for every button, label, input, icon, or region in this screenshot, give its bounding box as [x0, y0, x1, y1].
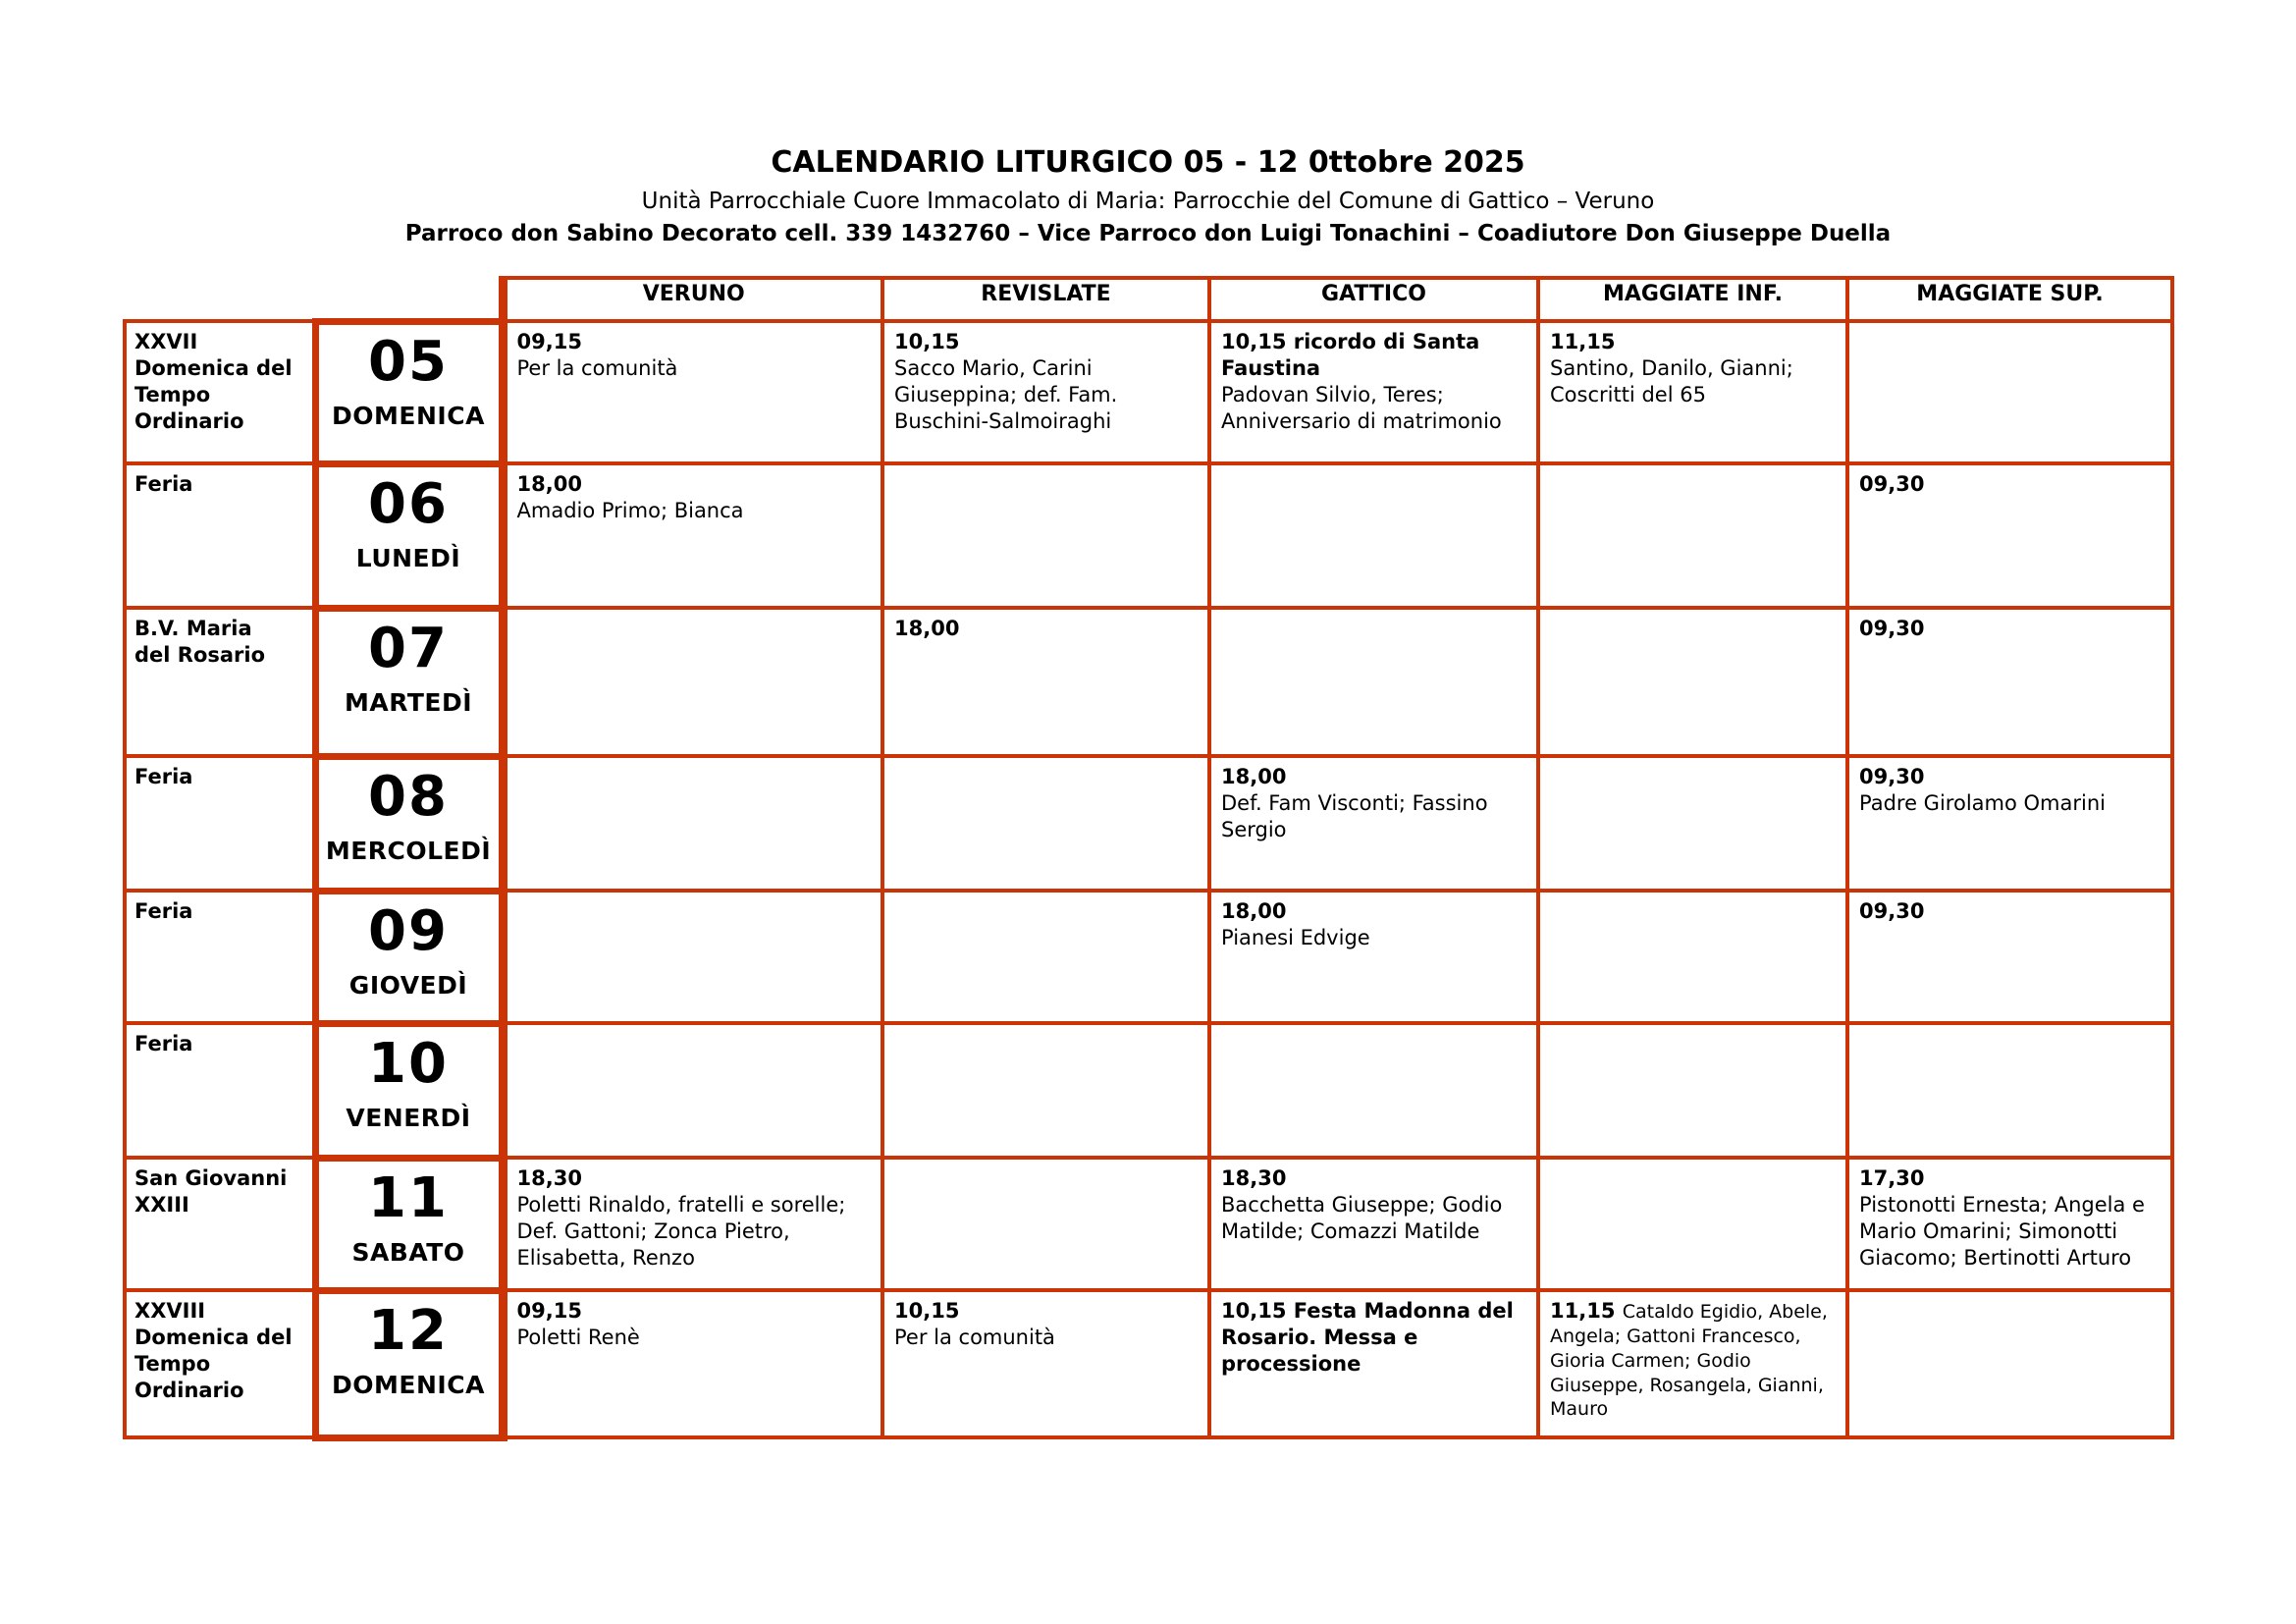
- day-number: 10: [368, 1031, 449, 1096]
- mass-cell: [882, 1290, 1209, 1437]
- calendar-row: [125, 1023, 2172, 1158]
- day-name: MARTEDÌ: [344, 687, 473, 717]
- mass-cell: [1538, 891, 1847, 1023]
- mass-cell: [1538, 608, 1847, 756]
- mass-cell: [882, 608, 1209, 756]
- mass-names: Poletti Renè: [516, 1325, 640, 1349]
- day-name: VENERDÌ: [346, 1103, 471, 1132]
- date-cell: [315, 321, 503, 463]
- mass-cell: [1538, 463, 1847, 608]
- mass-cell: [503, 1290, 882, 1437]
- mass-time: 11,15: [1550, 330, 1616, 353]
- mass-time: 10,15 ricordo di Santa Faustina: [1221, 330, 1480, 380]
- mass-time: 09,30: [1859, 765, 1925, 788]
- feast-line: Feria: [134, 1032, 193, 1056]
- mass-time: 18,30: [1221, 1166, 1287, 1190]
- calendar-row: [125, 891, 2172, 1023]
- mass-cell: [503, 1158, 882, 1290]
- mass-cell: [503, 463, 882, 608]
- feast-line: del Rosario: [134, 642, 266, 667]
- feast-line: Feria: [134, 472, 193, 496]
- mass-cell: [882, 1023, 1209, 1158]
- feast-cell: [125, 608, 315, 756]
- mass-time: 18,00: [1221, 765, 1287, 788]
- feast-line: XXVIII: [134, 1299, 206, 1323]
- mass-time: 18,00: [894, 617, 960, 640]
- day-name: DOMENICA: [332, 1370, 485, 1399]
- mass-cell: [503, 608, 882, 756]
- mass-cell: [503, 1023, 882, 1158]
- feast-line: San Giovanni: [134, 1166, 288, 1190]
- mass-names: Sacco Mario, Carini Giuseppina; def. Fam. Buschini-Salmoiraghi: [894, 355, 1118, 433]
- mass-names: Pistonotti Ernesta; Angela e Mario Omarini; Simonotti Giacomo; Bertinotti Arturo: [1859, 1192, 2145, 1270]
- date-cell: [315, 463, 503, 608]
- mass-names: Amadio Primo; Bianca: [516, 498, 744, 522]
- mass-cell: [1847, 321, 2172, 463]
- feast-line: Ordinario: [134, 408, 244, 433]
- column-header-row: [125, 278, 2172, 321]
- day-number: 08: [368, 764, 449, 829]
- mass-time: 17,30: [1859, 1166, 1925, 1190]
- column-header-maggiate-sup: MAGGIATE SUP.: [1847, 278, 2172, 321]
- date-cell: [315, 891, 503, 1023]
- mass-cell: [882, 321, 1209, 463]
- feast-line: Domenica del: [134, 355, 293, 380]
- column-header-veruno: VERUNO: [503, 278, 882, 321]
- feast-line: Tempo: [134, 1351, 211, 1376]
- mass-time: 09,15: [516, 330, 582, 353]
- mass-cell: [1847, 756, 2172, 891]
- mass-cell: [882, 463, 1209, 608]
- mass-names: Per la comunità: [894, 1325, 1055, 1349]
- column-header-revislate: REVISLATE: [882, 278, 1209, 321]
- date-cell: [315, 1290, 503, 1437]
- mass-cell: [503, 321, 882, 463]
- calendar-row: [125, 1158, 2172, 1290]
- feast-cell: [125, 1023, 315, 1158]
- mass-cell: [1847, 891, 2172, 1023]
- mass-cell: [882, 891, 1209, 1023]
- feast-cell: [125, 891, 315, 1023]
- feast-cell: [125, 321, 315, 463]
- date-cell: [315, 608, 503, 756]
- liturgical-calendar-table: [123, 276, 2174, 1441]
- mass-names: Pianesi Edvige: [1221, 925, 1370, 949]
- mass-names: Def. Fam Visconti; Fassino Sergio: [1221, 790, 1488, 841]
- contacts-line: Parroco don Sabino Decorato cell. 339 1432760 – Vice Parroco don Luigi Tonachini – Coadiutore Don Giuseppe Duella: [404, 221, 1892, 246]
- mass-cell: [1538, 756, 1847, 891]
- mass-names: Padre Girolamo Omarini: [1859, 790, 2106, 815]
- date-cell: [315, 756, 503, 891]
- feast-line: Tempo: [134, 382, 211, 406]
- calendar-row: [125, 321, 2172, 463]
- mass-names: Bacchetta Giuseppe; Godio Matilde; Comazzi Matilde: [1221, 1192, 1503, 1243]
- mass-cell: [503, 756, 882, 891]
- header-spacer: [125, 278, 503, 321]
- feast-line: Feria: [134, 765, 193, 788]
- mass-time: 18,30: [516, 1166, 582, 1190]
- day-number: 06: [368, 471, 449, 536]
- feast-line: Ordinario: [134, 1378, 244, 1402]
- mass-cell: [882, 1158, 1209, 1290]
- day-name: SABATO: [351, 1237, 465, 1267]
- mass-time: 09,30: [1859, 472, 1925, 496]
- mass-time: 18,00: [1221, 899, 1287, 923]
- mass-time: 09,30: [1859, 617, 1925, 640]
- mass-cell: [1209, 463, 1538, 608]
- mass-cell: [1209, 1290, 1538, 1437]
- parish-subtitle: Unità Parrocchiale Cuore Immacolato di Maria: Parrocchie del Comune di Gattico – Veruno: [641, 189, 1655, 214]
- mass-time: 10,15 Festa Madonna del Rosario. Messa e processione: [1221, 1299, 1514, 1376]
- calendar-row: [125, 608, 2172, 756]
- calendar-row: [125, 756, 2172, 891]
- mass-cell: [882, 756, 1209, 891]
- mass-cell: [1209, 321, 1538, 463]
- day-name: MERCOLEDÌ: [325, 836, 492, 865]
- page-title: CALENDARIO LITURGICO 05 - 12 0ttobre 2025: [771, 145, 1525, 180]
- mass-cell: [503, 891, 882, 1023]
- mass-cell: [1209, 756, 1538, 891]
- document-header: [0, 145, 2296, 246]
- mass-names: Poletti Rinaldo, fratelli e sorelle; Def. Gattoni; Zonca Pietro, Elisabetta, Renzo: [516, 1192, 846, 1270]
- day-name: DOMENICA: [332, 401, 485, 430]
- calendar-row: [125, 463, 2172, 608]
- calendar-row: [125, 1290, 2172, 1437]
- mass-cell: [1538, 1290, 1847, 1437]
- mass-cell: [1847, 1023, 2172, 1158]
- feast-line: Feria: [134, 899, 193, 923]
- date-cell: [315, 1023, 503, 1158]
- mass-names: Per la comunità: [516, 355, 678, 380]
- feast-line: B.V. Maria: [134, 617, 252, 640]
- day-number: 11: [368, 1165, 449, 1230]
- feast-line: XXIII: [134, 1192, 189, 1217]
- mass-time: 10,15: [894, 330, 960, 353]
- mass-cell: [1209, 891, 1538, 1023]
- mass-entry: 11,15 Cataldo Egidio, Abele, Angela; Gattoni Francesco, Gioria Carmen; Godio Giuseppe, Rosangela, Gianni, Mauro: [1550, 1299, 1828, 1421]
- day-number: 12: [368, 1298, 449, 1363]
- feast-line: XXVII: [134, 330, 198, 353]
- mass-cell: [1209, 1023, 1538, 1158]
- mass-cell: [1538, 1158, 1847, 1290]
- column-header-maggiate-inf: MAGGIATE INF.: [1538, 278, 1847, 321]
- feast-cell: [125, 1290, 315, 1437]
- mass-cell: [1538, 321, 1847, 463]
- mass-cell: [1209, 1158, 1538, 1290]
- day-name: GIOVEDÌ: [348, 970, 468, 1000]
- feast-cell: [125, 1158, 315, 1290]
- day-number: 09: [368, 898, 449, 963]
- mass-cell: [1847, 1158, 2172, 1290]
- mass-time: 09,30: [1859, 899, 1925, 923]
- mass-cell: [1209, 608, 1538, 756]
- mass-time: 09,15: [516, 1299, 582, 1323]
- column-header-gattico: GATTICO: [1209, 278, 1538, 321]
- mass-cell: [1847, 608, 2172, 756]
- day-name: LUNEDÌ: [355, 543, 461, 572]
- mass-time: 10,15: [894, 1299, 960, 1323]
- day-number: 07: [368, 616, 449, 680]
- mass-cell: [1538, 1023, 1847, 1158]
- feast-cell: [125, 463, 315, 608]
- mass-names: Padovan Silvio, Teres; Anniversario di matrimonio: [1221, 382, 1502, 433]
- mass-cell: [1847, 463, 2172, 608]
- feast-cell: [125, 756, 315, 891]
- mass-time: 18,00: [516, 472, 582, 496]
- mass-cell: [1847, 1290, 2172, 1437]
- day-number: 05: [368, 329, 449, 394]
- mass-time: 11,15: [1550, 1299, 1623, 1323]
- date-cell: [315, 1158, 503, 1290]
- feast-line: Domenica del: [134, 1325, 293, 1349]
- mass-names: Santino, Danilo, Gianni; Coscritti del 65: [1550, 355, 1793, 406]
